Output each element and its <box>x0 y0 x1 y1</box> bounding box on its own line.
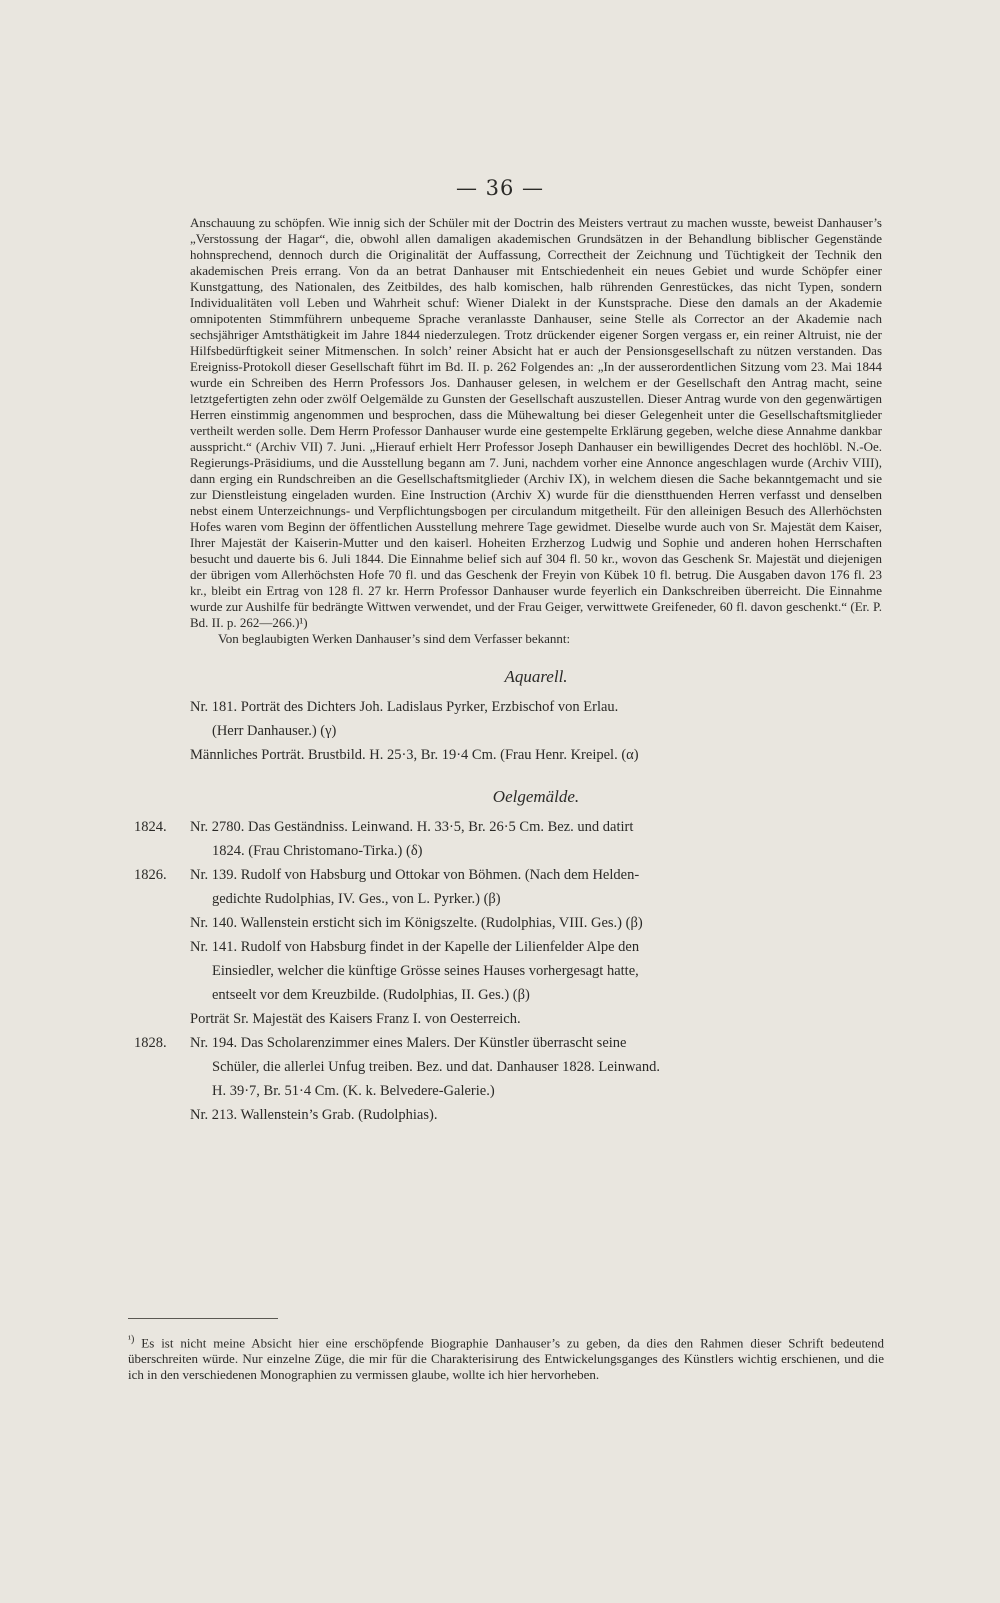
footnote-text: Es ist nicht meine Absicht hier eine erschöpfende Biographie Danhauser’s zu geben, da dies den Rahmen dieser Schrift bedeutend überschreiten würde. Nur einzelne Züge, die mir für die Charakterisirung des Entwickelungsganges des Künstlers wichtig erschienen, und die ich in den verschiedenen Monographien zu vermissen glaube, wollte ich hier hervorheben. <box>128 1335 885 1383</box>
section-title-aquarell: Aquarell. <box>504 667 568 686</box>
aquarell-list <box>190 695 882 767</box>
list-item: 1824. Nr. 2780. Das Geständniss. Leinwand. H. 33·5, Br. 26·5 Cm. Bez. und datirt 1824. (Frau Christomano-Tirka.) (δ) <box>134 819 634 859</box>
list-item: Nr. 141. Rudolf von Habsburg findet in der Kapelle der Lilienfelder Alpe den Einsiedler, welcher die künftige Grösse seines Hauses vorhergesagt hatte, entseelt vor dem Kreuzbilde. (Rudolphias, II. Ges.) (β) <box>190 939 640 1003</box>
list-item: Porträt Sr. Majestät des Kaisers Franz I. von Oesterreich. <box>190 1011 521 1027</box>
page-number: — 36 — <box>455 176 545 200</box>
oelgemaelde-list <box>134 815 882 1127</box>
list-item: 1828. Nr. 194. Das Scholarenzimmer eines Malers. Der Künstler überrascht seine Schüler, die allerlei Unfug treiben. Bez. und dat. Danhauser 1828. Leinwand. H. 39·7, Br. 51·4 Cm. (K. k. Belvedere-Galerie.) <box>134 1035 660 1099</box>
footnote-marker: ¹) <box>128 1334 135 1345</box>
list-item: 1826. Nr. 139. Rudolf von Habsburg und Ottokar von Böhmen. (Nach dem Helden- gedichte Rudolphias, IV. Ges., von L. Pyrker.) (β) <box>134 867 640 907</box>
body-paragraph-2: Von beglaubigten Werken Danhauser’s sind dem Verfasser bekannt: <box>218 631 571 646</box>
footnote <box>128 1332 884 1383</box>
main-text <box>134 215 882 1127</box>
footnote-divider <box>128 1318 278 1319</box>
list-item: Nr. 181. Porträt des Dichters Joh. Ladislaus Pyrker, Erzbischof von Erlau. (Herr Danhauser.) (γ) <box>190 699 619 739</box>
list-item: Nr. 140. Wallenstein ersticht sich im Königszelte. (Rudolphias, VIII. Ges.) (β) <box>190 915 643 931</box>
list-item: Männliches Porträt. Brustbild. H. 25·3, Br. 19·4 Cm. (Frau Henr. Kreipel. (α) <box>190 747 639 763</box>
list-item: Nr. 213. Wallenstein’s Grab. (Rudolphias). <box>190 1107 438 1123</box>
section-title-oelgemaelde: Oelgemälde. <box>492 787 580 806</box>
body-paragraph-1: Anschauung zu schöpfen. Wie innig sich der Schüler mit der Doctrin des Meisters vertraut zu machen wusste, beweist Danhauser’s „Verstossung der Hagar“, die, obwohl allen damaligen akademischen Grundsätzen in der Behandlung biblischer Gegenstände hohnsprechend, dennoch durch die Originalität der Auffassung, Correctheit der Zeichnung und Tüchtigkeit der Technik den akademischen Preis errang. Von da an betrat Danhauser mit Entschiedenheit ein neues Gebiet und wurde Schöpfer einer Kunstgattung, des Nationalen, des Zeitbildes, des halb komischen, halb rührenden Genrestückes, das nicht Typen, sondern Individualitäten voll Leben und Wahrheit schuf: Wiener Dialekt in der Kunstsprache. Diese den damals an der Akademie omnipotenten Stimmführern unbequeme Sprache veranlasste Danhauser, seine Stelle als Corrector an der Akademie nach sechsjähriger Amtsthätigkeit im Jahre 1844 niederzulegen. Trotz drückender eigener Sorgen vergass er, ein reiner Altruist, nie der Hilfsbedürftigkeit seiner Mitmenschen. In solch’ reiner Absicht hat er auch der Pensionsgesellschaft zu nützen verstanden. Das Ereigniss-Protokoll dieser Gesellschaft führt im Bd. II. p. 262 Folgendes an: „In der ausserordentlichen Sitzung vom 23. Mai 1844 wurde ein Schreiben des Herrn Professors Jos. Danhauser gelesen, in welchem er der Gesellschaft den Antrag macht, seine letztgefertigten zehn oder zwölf Oelgemälde zu Gunsten der Gesellschaft auszustellen. Dieser Antrag wurde von den gegenwärtigen Herren einstimmig angenommen und besprochen, dass die Mühewaltung bei dieser Gelegenheit unter die Gesellschaftsmitglieder vertheilt werden solle. Dem Herrn Professor Danhauser wurde eine gestempelte Erklärung gegeben, welche diese Annahme dankbar ausspricht.“ (Archiv VII) 7. Juni. „Hierauf erhielt Herr Professor Joseph Danhauser ein bewilligendes Decret des hochlöbl. N.-Oe. Regierungs-Präsidiums, und die Ausstellung begann am 7. Juni, nachdem vorher eine Annonce angeschlagen wurde (Archiv VIII), dann erging ein Rundschreiben an die Gesellschaftsmitglieder (Archiv IX), in welchem diesen die Sache bekanntgemacht und sie zur Dienstleistung eingeladen wurden. Eine Instruction (Archiv X) wurde für die dienstthuenden Herren verfasst und denselben nebst einem Unterzeichnungs- und Verpflichtungsbogen per circulandum mitgetheilt. Für den alleinigen Besuch des Allerhöchsten Hofes waren vom Beginn der öffentlichen Ausstellung mehrere Tage gewidmet. Dieselbe wurde auch von Sr. Majestät dem Kaiser, Ihrer Majestät der Kaiserin-Mutter und den kaiserl. Hoheiten Erzherzog Ludwig und Sophie und anderen hohen Herrschaften besucht und dauerte bis 6. Juli 1844. Die Einnahme belief sich auf 304 fl. 50 kr., wovon das Geschenk Sr. Majestät und diejenigen der übrigen vom Allerhöchsten Hofe 70 fl. und das Geschenk der Freyin von Kübek 10 fl. betrug. Die Ausgaben davon 176 fl. 23 kr., bleibt ein Ertrag von 128 fl. 27 kr. Herrn Professor Danhauser wurde feyerlich ein Dankschreiben überreicht. Die Einnahme wurde zur Aushilfe für bedrängte Wittwen verwendet, und der Frau Geiger, verwittwete Greifeneder, 60 fl. davon geschenkt.“ (Er. P. Bd. II. p. 262—266.)¹) <box>190 215 882 630</box>
